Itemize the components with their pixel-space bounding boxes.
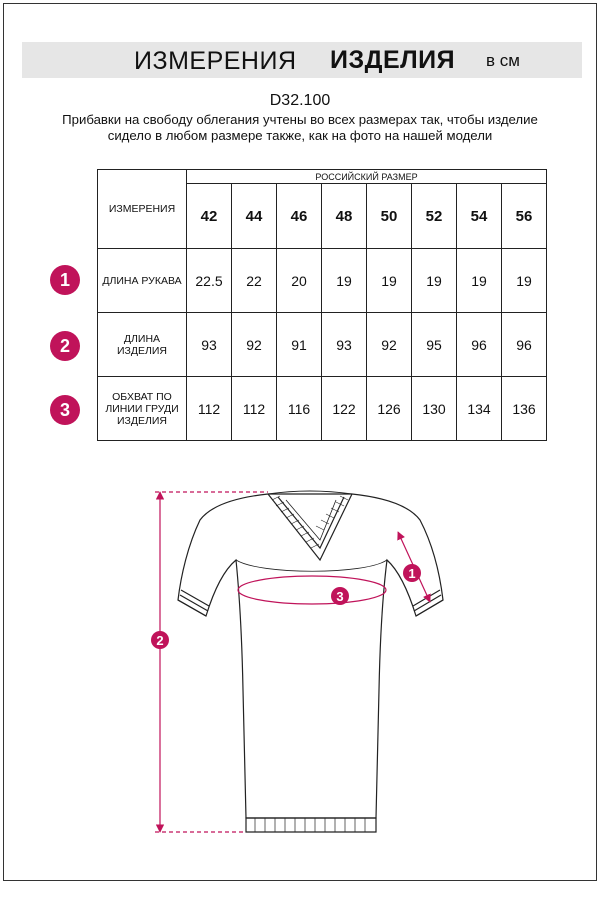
size-header: 56 <box>502 184 547 249</box>
row-number-badge: 2 <box>50 331 80 361</box>
marker-2-label: 2 <box>156 633 164 648</box>
table-cell: 19 <box>502 249 547 313</box>
table-cell: 20 <box>277 249 322 313</box>
size-header: 54 <box>457 184 502 249</box>
row-header: ИЗМЕРЕНИЯ <box>98 170 187 249</box>
table-cell: 93 <box>187 313 232 377</box>
size-header: 50 <box>367 184 412 249</box>
diagram-marker-3 <box>331 587 349 605</box>
table-cell: 116 <box>277 377 322 441</box>
units-label: в см <box>486 51 520 70</box>
row-number-badge: 1 <box>50 265 80 295</box>
table-cell: 92 <box>367 313 412 377</box>
product-code: D32.100 <box>269 92 331 109</box>
size-header: 52 <box>412 184 457 249</box>
table-cell: 130 <box>412 377 457 441</box>
table-cell: 93 <box>322 313 367 377</box>
title-garment: ИЗДЕЛИЯ <box>330 46 456 74</box>
table-cell: 92 <box>232 313 277 377</box>
table-cell: 91 <box>277 313 322 377</box>
table-cell: 19 <box>412 249 457 313</box>
row-label: ДЛИНА ИЗДЕЛИЯ <box>98 313 187 377</box>
table-cell: 19 <box>457 249 502 313</box>
table-cell: 112 <box>187 377 232 441</box>
table-cell: 96 <box>502 313 547 377</box>
fit-note: Прибавки на свободу облегания учтены во всех размерах так, чтобы изделие сидело в любом размере также, как на фото на нашей модели <box>62 112 538 143</box>
row-label: ОБХВАТ ПО ЛИНИИ ГРУДИ ИЗДЕЛИЯ <box>98 377 187 441</box>
table-cell: 136 <box>502 377 547 441</box>
marker-3-label: 3 <box>336 589 344 604</box>
table-caption: РОССИЙСКИЙ РАЗМЕР <box>187 170 547 184</box>
marker-1-label: 1 <box>408 566 416 581</box>
table-cell: 126 <box>367 377 412 441</box>
table-cell: 19 <box>322 249 367 313</box>
measurement-lines <box>155 492 430 832</box>
size-header: 42 <box>187 184 232 249</box>
table-cell: 112 <box>232 377 277 441</box>
table-cell: 22.5 <box>187 249 232 313</box>
row-number-badge: 3 <box>50 395 80 425</box>
table-cell: 134 <box>457 377 502 441</box>
table-cell: 95 <box>412 313 457 377</box>
title-measurements: ИЗМЕРЕНИЯ <box>134 47 297 75</box>
table-cell: 22 <box>232 249 277 313</box>
diagram-marker-1 <box>403 564 421 582</box>
size-header: 46 <box>277 184 322 249</box>
table-cell: 122 <box>322 377 367 441</box>
size-header: 48 <box>322 184 367 249</box>
table-cell: 96 <box>457 313 502 377</box>
table-cell: 19 <box>367 249 412 313</box>
size-header: 44 <box>232 184 277 249</box>
diagram-marker-2 <box>151 631 169 649</box>
row-label: ДЛИНА РУКАВА <box>98 249 187 313</box>
